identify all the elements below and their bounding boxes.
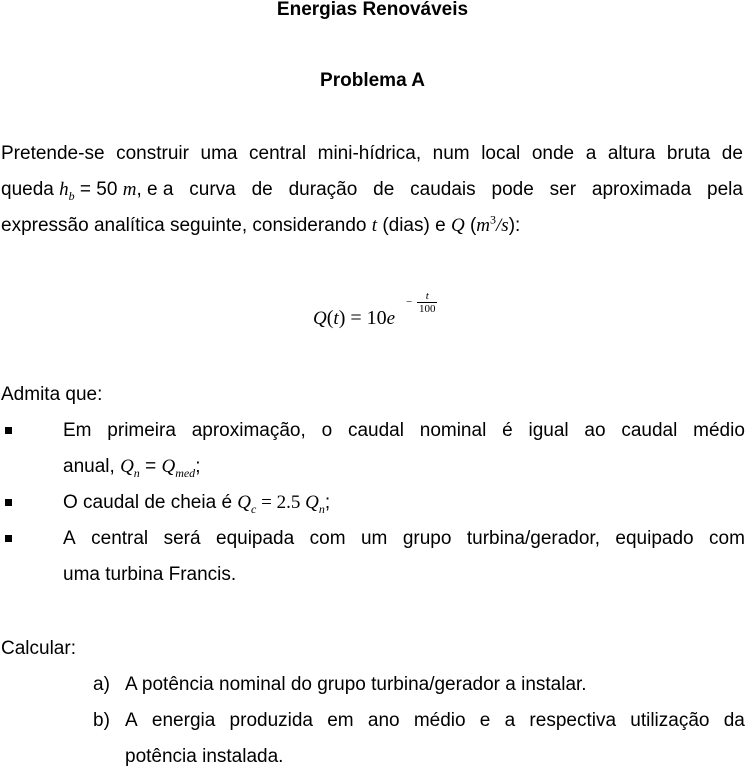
task-b-text <box>125 703 745 775</box>
intro-line-2-word: duração <box>288 179 358 200</box>
bullet-square-icon <box>5 427 12 434</box>
intro-line-1 <box>1 136 743 172</box>
assumption-1-line-1-word: ao <box>584 420 606 441</box>
exponent-fraction <box>417 290 438 315</box>
intro-line-2-word: de <box>373 179 395 200</box>
calcular-label: Calcular: <box>1 638 76 659</box>
intro-queda-word: queda <box>1 179 54 200</box>
intro-line-1-word: onde <box>531 143 575 164</box>
assumption-3-line-1-word: um <box>360 528 388 549</box>
task-b-line-1-word: e <box>479 710 491 731</box>
assumption-item-2 <box>0 485 745 521</box>
assumption-2-text: O caudal de cheia é $Q_c = 2.5$ $Q_n$; <box>63 492 331 516</box>
intro-line-1-word: Pretende-se <box>1 143 105 164</box>
task-b-line-1-word: a <box>504 710 516 731</box>
intro-line-2-word: pela <box>707 179 743 200</box>
bullet-square-icon <box>5 499 12 506</box>
task-b-line-1-word: ano <box>367 710 400 731</box>
intro-line-1-word: a <box>585 143 597 164</box>
task-b-line-1-word: médio <box>413 710 466 731</box>
assumption-3-line-1-word: equipado <box>615 528 694 549</box>
intro-line-2-word: de <box>251 179 273 200</box>
assumption-3-line-1-word: A <box>63 528 76 549</box>
assumption-3-line-1-word: com <box>709 528 745 549</box>
intro-line-2-start <box>1 172 173 208</box>
assumption-1-line-2: anual, $Q_n = Q_{med}$; <box>63 456 201 480</box>
hb-value: = 50 <box>79 179 118 200</box>
intro-line-1-word: bruta <box>666 143 711 164</box>
assumption-1-line-1-word: aproximação, <box>191 420 306 441</box>
intro-line-2 <box>1 172 743 208</box>
assumption-1-line-1-word: nominal <box>419 420 487 441</box>
assumption-1-line-1-word: é <box>502 420 513 441</box>
hb-symbol: $h_b$ <box>59 179 75 203</box>
task-b-line-1-word: em <box>327 710 354 731</box>
assumption-item-1 <box>0 413 745 485</box>
intro-line-1-word: local <box>481 143 521 164</box>
intro-line-2-first-word: , e a <box>136 179 174 200</box>
intro-line-2-word: caudais <box>410 179 476 200</box>
assumption-1-line-1-word: médio <box>693 420 745 441</box>
flow-duration-equation <box>313 290 453 338</box>
assumption-1-line-1-word: caudal <box>621 420 678 441</box>
assumption-1-line-1-word: caudal <box>347 420 404 441</box>
intro-line-1-word: de <box>721 143 743 164</box>
task-a-text: A potência nominal do grupo turbina/gerador a instalar. <box>125 674 587 695</box>
intro-line-1-word: num <box>432 143 470 164</box>
task-b-line-1-word: respectiva <box>529 710 617 731</box>
q-variable: Q <box>450 215 465 236</box>
assumption-3-line-1-word: equipada <box>216 528 295 549</box>
assumption-1-line-1-word: igual <box>528 420 569 441</box>
intro-line-2-word: aproximada <box>591 179 692 200</box>
q-unit: $(m^3/s)$: <box>469 212 521 236</box>
task-b-line-1 <box>125 703 745 739</box>
assumption-3-line-1 <box>63 521 745 557</box>
assumption-1-line-1-word: o <box>321 420 333 441</box>
task-item-a <box>93 667 745 703</box>
task-b-line-2: potência instalada. <box>125 746 284 767</box>
exponent-sign: − <box>406 296 413 309</box>
task-b-line-1-word: utilização <box>630 710 710 731</box>
assumption-3-line-1-word: central <box>91 528 149 549</box>
assumption-item-3 <box>0 521 745 593</box>
equation-main: Q(t) = 10e <box>313 307 396 329</box>
document-title: Energias Renováveis <box>276 0 469 20</box>
equation-exponent <box>406 290 437 315</box>
intro-line-2-word: ser <box>549 179 577 200</box>
task-a-marker: a) <box>93 674 110 695</box>
task-b-line-1-word: A <box>125 710 138 731</box>
exponent-denominator: 100 <box>418 303 436 315</box>
task-b-line-1-word: da <box>723 710 745 731</box>
intro-line-3-text: expressão analítica seguinte, considerando <box>1 215 367 236</box>
intro-line-1-word: altura <box>607 143 656 164</box>
intro-paragraph <box>1 136 743 244</box>
assumption-1-line-1 <box>63 413 745 449</box>
problem-heading: Problema A <box>320 70 425 91</box>
bullet-square-icon <box>5 535 12 542</box>
t-description: (dias) e <box>382 215 446 236</box>
assumption-3-text <box>63 521 745 593</box>
intro-line-1-word: uma <box>200 143 238 164</box>
admita-label: Admita que: <box>1 384 103 405</box>
assumption-1-line-1-word: Em <box>63 420 92 441</box>
assumption-3-line-2: uma turbina Francis. <box>63 564 237 585</box>
t-variable: t <box>371 215 378 236</box>
assumption-1-line-1-word: primeira <box>107 420 176 441</box>
task-b-marker: b) <box>93 710 110 731</box>
assumption-3-line-1-word: com <box>309 528 346 549</box>
intro-line-1-word: central <box>249 143 307 164</box>
intro-line-3 <box>1 208 743 244</box>
task-item-b <box>93 703 745 775</box>
exponent-numerator: t <box>417 290 438 303</box>
intro-line-1-word: mini-hídrica, <box>317 143 422 164</box>
task-b-line-1-word: produzida <box>229 710 313 731</box>
intro-line-1-word: construir <box>116 143 189 164</box>
task-b-line-1-word: energia <box>151 710 216 731</box>
intro-line-2-word: pode <box>491 179 534 200</box>
assumption-3-line-1-word: será <box>163 528 201 549</box>
assumption-3-line-1-word: turbina/gerador, <box>466 528 600 549</box>
hb-unit: m <box>122 179 137 200</box>
assumption-3-line-1-word: grupo <box>402 528 452 549</box>
assumption-1-text <box>63 413 745 485</box>
intro-line-2-word: curva <box>189 179 236 200</box>
